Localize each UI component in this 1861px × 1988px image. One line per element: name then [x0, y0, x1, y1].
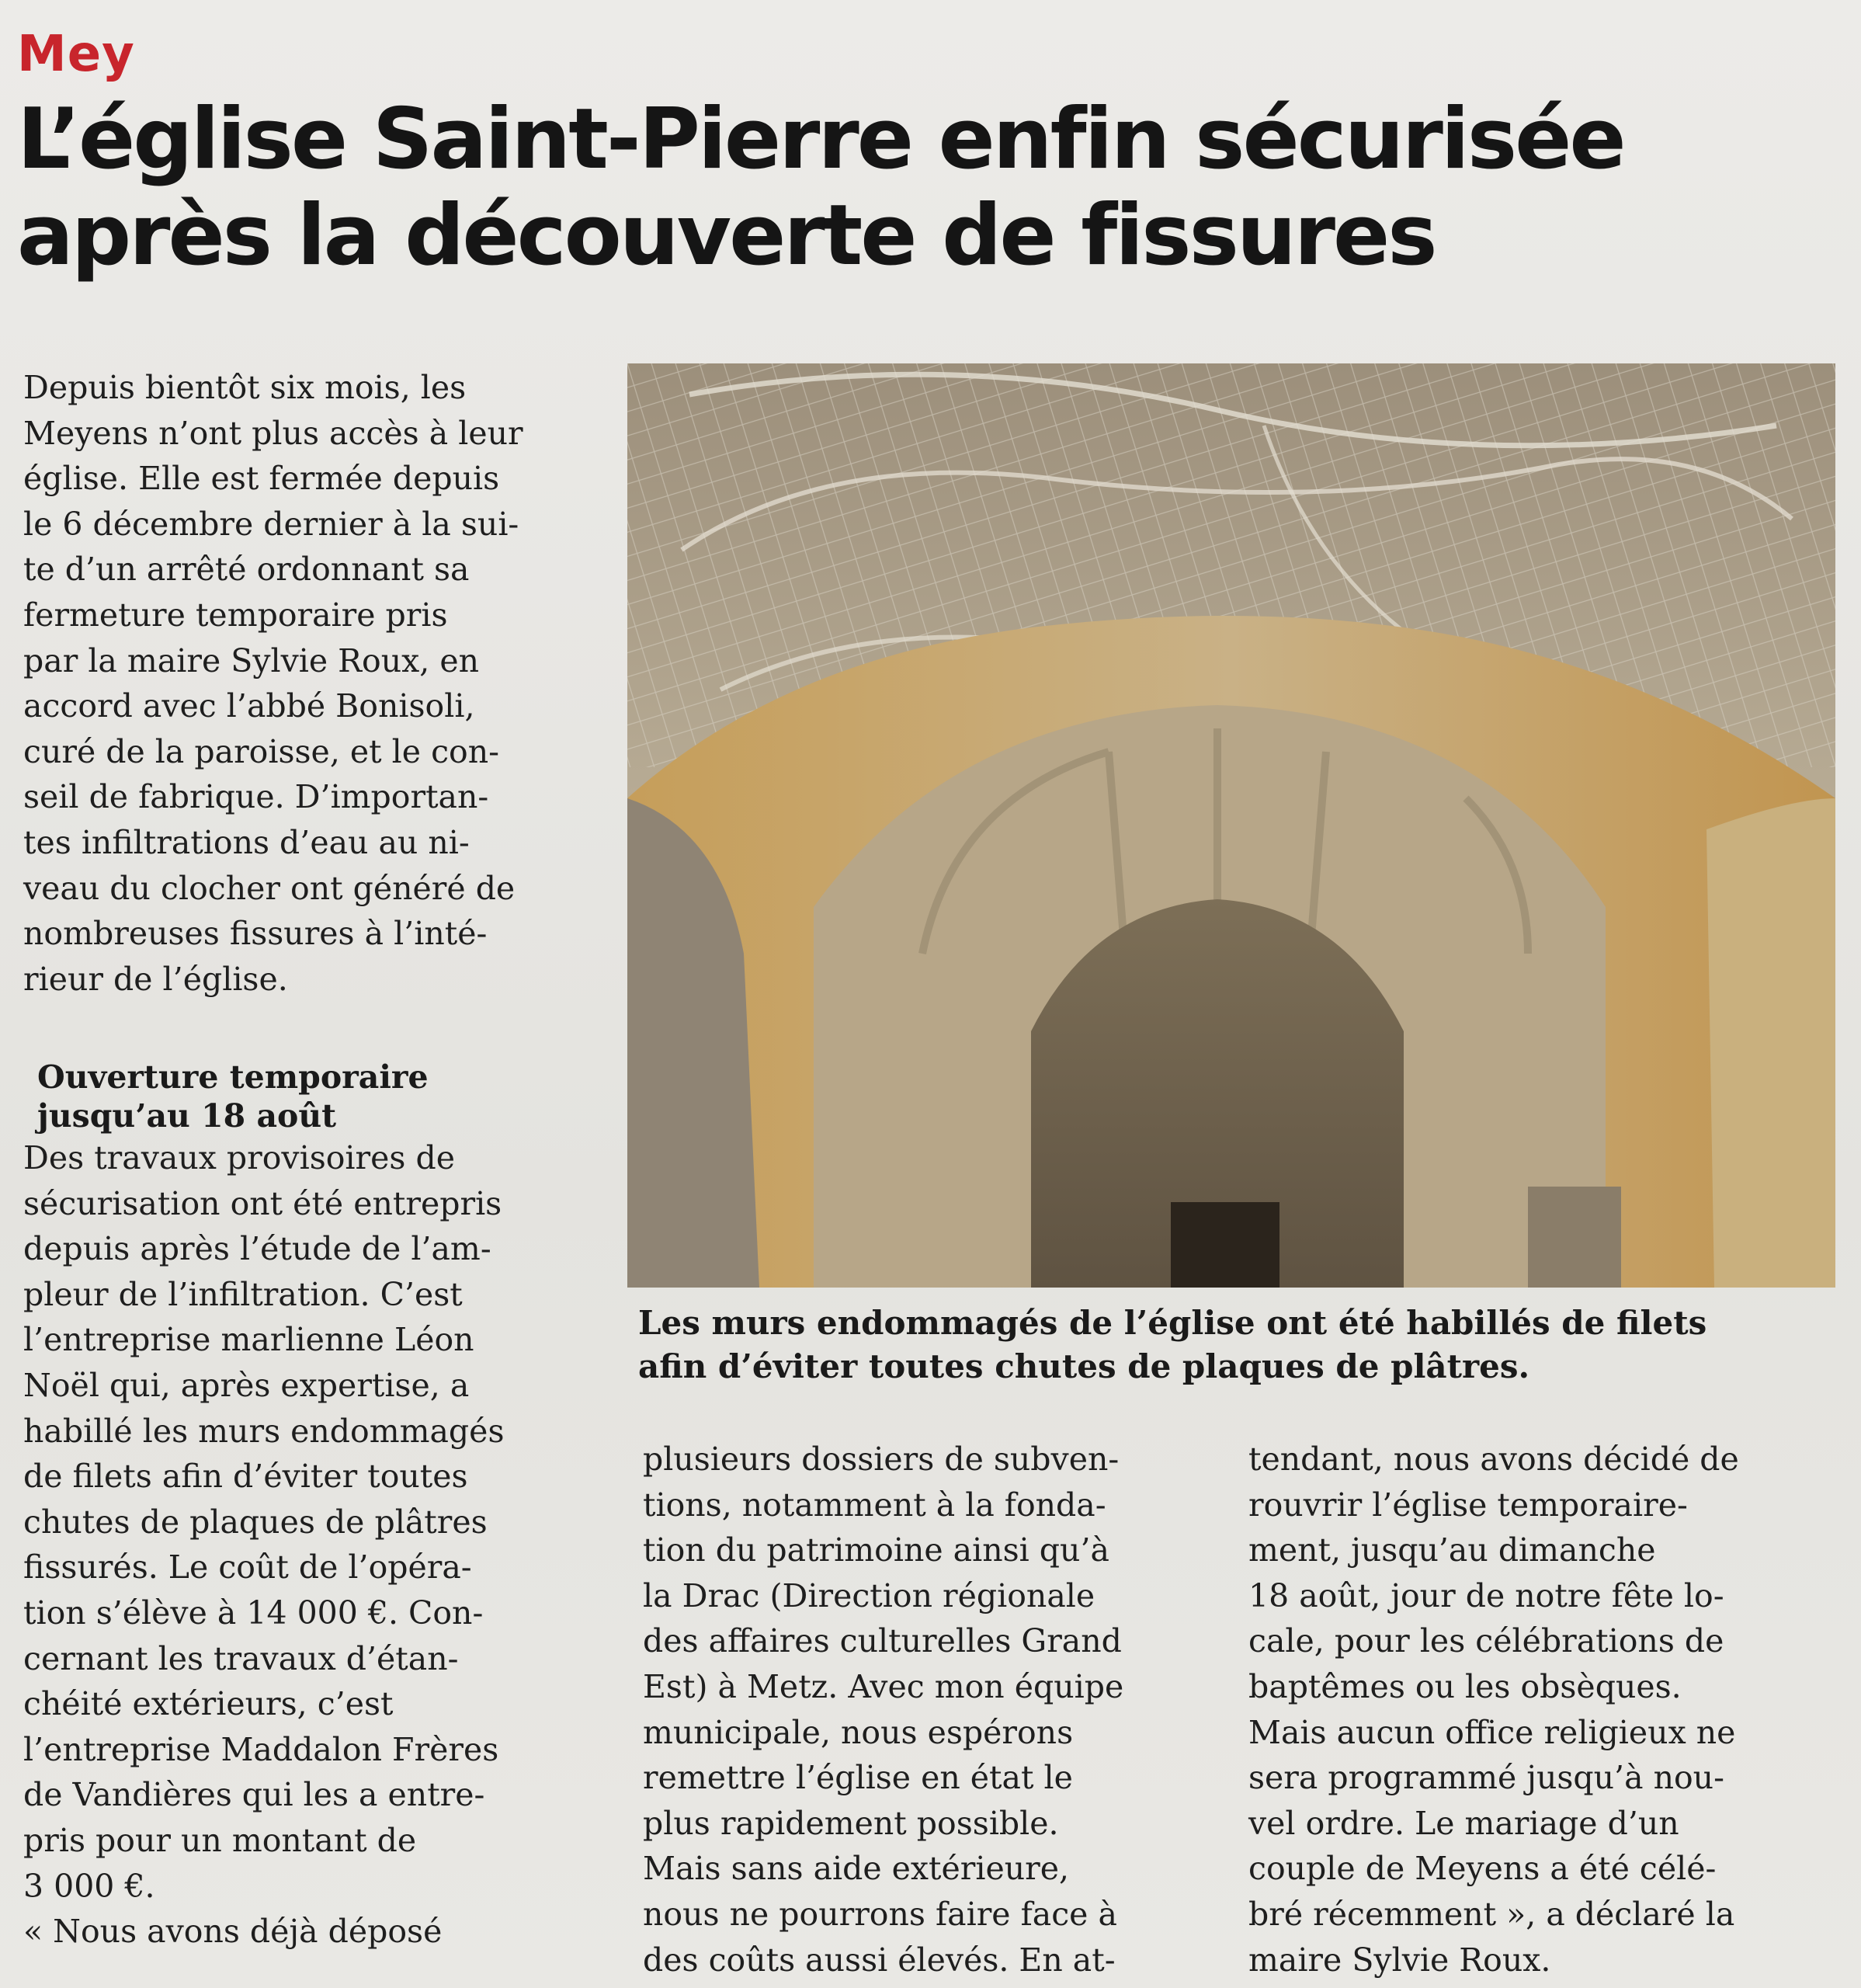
body-line: « Nous avons déjà déposé	[23, 1913, 443, 1951]
body-line: Des travaux provisoires de	[23, 1139, 455, 1176]
intro-line: veau du clocher ont généré de	[23, 869, 516, 907]
body-line: la Drac (Direction régionale	[643, 1576, 1095, 1614]
body-line: chutes de plaques de plâtres	[23, 1503, 488, 1541]
intro-line: curé de la paroisse, et le con-	[23, 732, 499, 770]
article-subheading	[37, 1058, 596, 1135]
body-line: des affaires culturelles Grand	[643, 1622, 1122, 1660]
body-line: l’entreprise marlienne Léon	[23, 1321, 474, 1359]
body-line: de filets afin d’éviter toutes	[23, 1458, 468, 1496]
body-line: tions, notamment à la fonda-	[643, 1486, 1106, 1524]
photo-illustration	[627, 363, 1835, 1288]
body-line: Mais sans aide extérieure,	[643, 1850, 1070, 1888]
intro-line: église. Elle est fermée depuis	[23, 460, 500, 498]
body-line: bré récemment », a déclaré la	[1248, 1895, 1735, 1933]
body-line: plus rapidement possible.	[643, 1804, 1059, 1842]
side-niche	[1528, 1187, 1621, 1288]
intro-line: tes infiltrations d’eau au ni-	[23, 823, 470, 861]
body-line: de Vandières qui les a entre-	[23, 1776, 485, 1814]
body-line: remettre l’église en état le	[643, 1759, 1073, 1797]
body-line: maire Sylvie Roux.	[1248, 1941, 1551, 1979]
body-line: fissurés. Le coût de l’opéra-	[23, 1548, 472, 1587]
body-line: Noël qui, après expertise, a	[23, 1366, 470, 1404]
body-line: tion s’élève à 14 000 €. Con-	[23, 1594, 484, 1632]
body-line: cale, pour les célébrations de	[1248, 1622, 1724, 1660]
body-line: couple de Meyens a été célé-	[1248, 1850, 1717, 1888]
body-line: sécurisation ont été entrepris	[23, 1184, 502, 1222]
body-line: des coûts aussi élevés. En at-	[643, 1941, 1116, 1979]
caption-line: afin d’éviter toutes chutes de plaques de plâtres.	[638, 1347, 1530, 1385]
photo-caption	[638, 1302, 1834, 1388]
body-line: 3 000 €.	[23, 1867, 155, 1905]
intro-line: par la maire Sylvie Roux, en	[23, 641, 479, 679]
body-line: nous ne pourrons faire face à	[643, 1895, 1117, 1933]
body-column-middle	[643, 1437, 1202, 1983]
body-line: plusieurs dossiers de subven-	[643, 1441, 1120, 1478]
intro-line: rieur de l’église.	[23, 960, 288, 998]
intro-line: Depuis bientôt six mois, les	[23, 369, 467, 406]
doorway-opening	[1171, 1202, 1279, 1288]
section-rubric: Mey	[17, 26, 135, 83]
intro-line: fermeture temporaire pris	[23, 596, 448, 634]
body-line: tendant, nous avons décidé de	[1248, 1441, 1739, 1478]
article-headline: L’église Saint-Pierre enfin sécurisée après la découverte de fissures	[17, 91, 1624, 284]
intro-line: accord avec l’abbé Bonisoli,	[23, 687, 475, 725]
body-column-left	[23, 1135, 582, 1955]
intro-paragraph	[23, 365, 582, 1002]
body-line: ment, jusqu’au dimanche	[1248, 1531, 1656, 1569]
body-line: tion du patrimoine ainsi qu’à	[643, 1531, 1109, 1569]
intro-line: le 6 décembre dernier à la sui-	[23, 505, 519, 543]
church-vault-photo	[627, 363, 1835, 1288]
body-line: pris pour un montant de	[23, 1821, 417, 1859]
body-line: cernant les travaux d’étan-	[23, 1639, 459, 1677]
intro-line: Meyens n’ont plus accès à leur	[23, 414, 523, 452]
body-line: sera programmé jusqu’à nou-	[1248, 1759, 1724, 1797]
body-line: pleur de l’infiltration. C’est	[23, 1275, 463, 1313]
caption-line: Les murs endommagés de l’église ont été habillés de filets	[638, 1304, 1707, 1342]
body-line: chéité extérieurs, c’est	[23, 1685, 394, 1723]
body-line: rouvrir l’église temporaire-	[1248, 1486, 1688, 1524]
body-column-right	[1248, 1437, 1823, 1983]
body-line: 18 août, jour de notre fête lo-	[1248, 1576, 1724, 1614]
subhead-line: Ouverture temporaire	[37, 1058, 429, 1096]
intro-line: nombreuses fissures à l’inté-	[23, 915, 488, 953]
body-line: baptêmes ou les obsèques.	[1248, 1667, 1682, 1705]
body-line: Mais aucun office religieux ne	[1248, 1713, 1736, 1751]
body-line: vel ordre. Le mariage d’un	[1248, 1804, 1679, 1842]
body-line: municipale, nous espérons	[643, 1713, 1074, 1751]
intro-line: seil de fabrique. D’importan-	[23, 778, 489, 816]
subhead-line: jusqu’au 18 août	[37, 1097, 337, 1135]
intro-line: te d’un arrêté ordonnant sa	[23, 551, 470, 589]
body-line: Est) à Metz. Avec mon équipe	[643, 1667, 1124, 1705]
body-line: l’entreprise Maddalon Frères	[23, 1730, 499, 1768]
body-line: habillé les murs endommagés	[23, 1412, 505, 1450]
right-pillar	[1706, 798, 1835, 1288]
body-line: depuis après l’étude de l’am-	[23, 1230, 491, 1268]
